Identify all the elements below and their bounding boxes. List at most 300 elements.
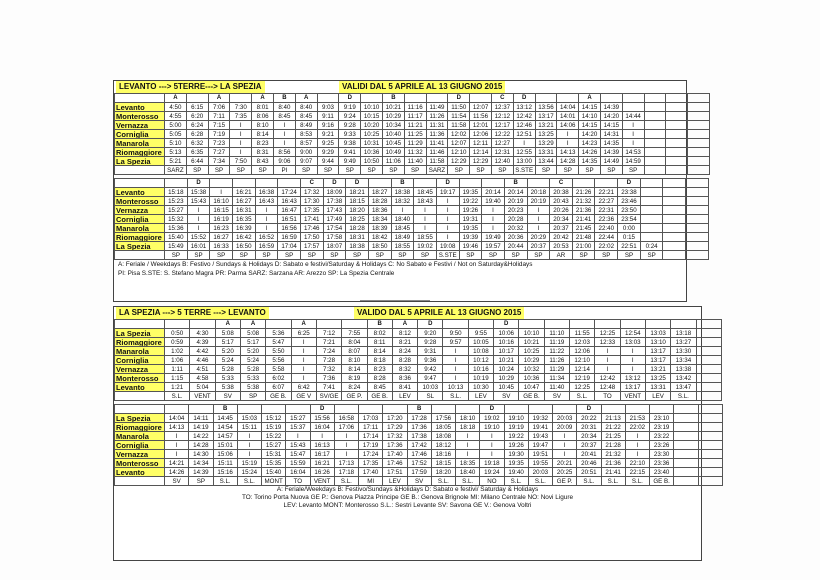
departure-time: 18:20: [346, 206, 369, 215]
destination-code: SP: [278, 251, 301, 260]
departure-time: 12:14: [470, 148, 492, 157]
destination-code: S.L.: [504, 477, 528, 486]
departure-time: 14:54: [213, 423, 237, 432]
departure-time: 20:37: [527, 242, 550, 251]
departure-time: 14:45: [213, 414, 237, 423]
station-row: [115, 356, 722, 365]
station-row: [115, 233, 709, 242]
day-note: [230, 94, 252, 103]
destination-code: SP: [470, 166, 492, 175]
timetable-block-afternoon: [114, 404, 723, 486]
departure-time: 10:45: [494, 383, 519, 392]
departure-time: I: [414, 215, 437, 224]
departure-time: 22:15: [625, 468, 649, 477]
departure-time: 14:01: [557, 112, 579, 121]
destination-code: SP: [448, 166, 470, 175]
departure-time: 17:58: [323, 233, 346, 242]
departure-time: I: [553, 450, 577, 459]
timetable-levanto-la-spezia: [113, 80, 687, 302]
departure-time: [666, 121, 688, 130]
departure-time: 12:10: [448, 148, 470, 157]
station-name: Corniglia: [115, 356, 165, 365]
departure-time: 7:28: [316, 356, 341, 365]
departure-time: 9:55: [468, 329, 493, 338]
departure-time: 16:47: [278, 206, 301, 215]
departure-time: 20:46: [577, 459, 601, 468]
corner-cell: [115, 405, 165, 414]
departure-time: 9:21: [317, 130, 339, 139]
departure-time: 10:13: [443, 383, 468, 392]
departure-time: 17:32: [383, 432, 407, 441]
day-note: [535, 94, 557, 103]
departure-time: 20:03: [528, 468, 552, 477]
day-note: [359, 405, 383, 414]
destination-code: LEV: [468, 392, 493, 401]
station-row: [115, 103, 710, 112]
departure-time: I: [625, 432, 649, 441]
destination-code: SP: [361, 166, 383, 175]
departure-time: 16:27: [210, 233, 233, 242]
departure-time: 11:21: [404, 121, 426, 130]
departure-time: 23:26: [650, 441, 674, 450]
departure-time: 12:19: [570, 374, 595, 383]
departure-time: [698, 468, 722, 477]
route-title: LA SPEZIA ---> 5 TERRE ---> LEVANTO: [116, 307, 269, 319]
departure-time: I: [230, 139, 252, 148]
legend-line: A: Feriale/Weekdays B: Festivo/Sundays &Holidays D: Sabato e festivi/ Saturday & Holidays: [276, 486, 539, 493]
departure-time: 20:36: [504, 233, 527, 242]
destination-code: SP: [232, 251, 255, 260]
departure-time: 23:19: [650, 423, 674, 432]
departure-time: 18:45: [391, 224, 414, 233]
destination-code: NO: [480, 477, 504, 486]
day-note: [557, 94, 579, 103]
departure-time: 16:52: [255, 233, 278, 242]
departure-time: 12:14: [570, 365, 595, 374]
departure-time: 10:15: [361, 112, 383, 121]
departure-time: 8:10: [252, 121, 274, 130]
departure-time: I: [436, 224, 459, 233]
departure-time: [674, 450, 698, 459]
destination-code: GE P.: [553, 477, 577, 486]
departure-time: 16:19: [210, 215, 233, 224]
departure-time: 7:41: [316, 383, 341, 392]
departure-time: 19:32: [528, 414, 552, 423]
departure-time: 16:04: [286, 468, 310, 477]
departure-time: 18:25: [346, 215, 369, 224]
departure-time: 12:37: [491, 103, 513, 112]
departure-time: 12:48: [595, 383, 620, 392]
departure-time: 10:29: [382, 112, 404, 121]
departure-time: 9:20: [418, 329, 443, 338]
departure-time: 14:39: [600, 103, 622, 112]
destination-code: S.L.: [165, 392, 190, 401]
departure-time: 8:24: [342, 383, 367, 392]
departure-time: 11:10: [544, 329, 569, 338]
destination-code: SP: [368, 251, 391, 260]
departure-time: 10:20: [361, 121, 383, 130]
departure-time: 1:21: [165, 383, 190, 392]
day-note: [553, 405, 577, 414]
departure-time: [688, 130, 710, 139]
destination-code: SP: [208, 166, 230, 175]
timetable-block-morning: [114, 93, 710, 175]
day-note: C: [491, 94, 513, 103]
departure-time: I: [622, 139, 644, 148]
corner-cell: [115, 94, 165, 103]
departure-time: 7:30: [230, 103, 252, 112]
departure-time: 14:28: [189, 441, 213, 450]
departure-time: 8:24: [392, 347, 417, 356]
departure-time: [674, 459, 698, 468]
destination-code: TO: [595, 392, 620, 401]
departure-time: 20:41: [577, 450, 601, 459]
departure-time: I: [480, 441, 504, 450]
departure-time: 21:53: [625, 414, 649, 423]
departure-time: 20:51: [577, 468, 601, 477]
departure-time: 17:32: [300, 188, 323, 197]
departure-time: 8:10: [342, 356, 367, 365]
departure-time: 14:53: [622, 148, 644, 157]
departure-time: 6:28: [186, 130, 208, 139]
departure-time: 14:49: [600, 157, 622, 166]
departure-time: 1:11: [165, 365, 190, 374]
departure-time: 11:34: [544, 374, 569, 383]
departure-time: 6:15: [186, 103, 208, 112]
departure-time: [696, 365, 721, 374]
destination-code: SP: [255, 251, 278, 260]
departure-time: 14:28: [557, 157, 579, 166]
day-note: B: [391, 179, 414, 188]
station-row: [115, 423, 723, 432]
day-note: [698, 405, 722, 414]
departure-time: 9:06: [273, 157, 295, 166]
destination-code: SP: [527, 251, 550, 260]
day-note: C: [550, 179, 573, 188]
departure-time: 6:44: [186, 157, 208, 166]
departure-time: 13:47: [671, 383, 696, 392]
departure-time: 8:31: [252, 148, 274, 157]
departure-time: [666, 139, 688, 148]
departure-time: 19:17: [436, 188, 459, 197]
departure-time: 17:57: [300, 242, 323, 251]
departure-time: 18:18: [456, 423, 480, 432]
departure-time: I: [187, 215, 210, 224]
destination-code: SP: [622, 166, 644, 175]
departure-time: 14:30: [189, 450, 213, 459]
departure-time: 17:59: [407, 468, 431, 477]
departure-time: 15:36: [165, 224, 188, 233]
destination-code: PI: [273, 166, 295, 175]
departure-time: 13:38: [671, 365, 696, 374]
departure-time: I: [273, 121, 295, 130]
departure-time: 17:11: [359, 423, 383, 432]
departure-time: 23:10: [650, 414, 674, 423]
departure-time: I: [230, 148, 252, 157]
departure-time: 8:21: [392, 338, 417, 347]
station-row: [115, 112, 710, 121]
departure-time: 15:12: [262, 414, 286, 423]
departure-time: I: [255, 206, 278, 215]
destination-code: S.L.: [213, 477, 237, 486]
departure-time: 17:36: [407, 423, 431, 432]
departure-time: 10:06: [494, 329, 519, 338]
departure-time: 12:29: [470, 157, 492, 166]
departure-time: 15:40: [165, 233, 188, 242]
departure-time: 23:46: [618, 197, 641, 206]
departure-time: 12:12: [491, 112, 513, 121]
departure-time: I: [553, 441, 577, 450]
departure-time: 21:22: [601, 423, 625, 432]
day-note: D: [418, 320, 443, 329]
departure-time: 20:03: [553, 414, 577, 423]
departure-time: [686, 224, 709, 233]
departure-time: 19:02: [480, 414, 504, 423]
destination-code: SP: [210, 251, 233, 260]
departure-time: 7:12: [316, 329, 341, 338]
departure-time: 20:14: [482, 188, 505, 197]
departure-time: 9:57: [443, 338, 468, 347]
day-note: [645, 320, 670, 329]
departure-time: 11:49: [426, 103, 448, 112]
departure-time: 4:55: [165, 112, 187, 121]
destination-code: VENT: [190, 392, 215, 401]
departure-time: 10:36: [361, 148, 383, 157]
destination-code: SV: [407, 477, 431, 486]
destination-code: GE B.: [519, 392, 544, 401]
destination-code: SP: [572, 251, 595, 260]
day-note: [165, 320, 190, 329]
departure-time: [696, 356, 721, 365]
departure-time: [663, 197, 686, 206]
departure-time: 18:55: [414, 233, 437, 242]
departure-time: 15:40: [262, 468, 286, 477]
destination-code: SP: [323, 251, 346, 260]
day-note: [519, 320, 544, 329]
departure-time: 12:03: [570, 338, 595, 347]
destination-code: VENT: [310, 477, 334, 486]
departure-time: I: [443, 374, 468, 383]
departure-time: 16:01: [187, 242, 210, 251]
departure-time: 11:32: [404, 148, 426, 157]
departure-time: 15:38: [187, 188, 210, 197]
departure-time: 20:53: [550, 242, 573, 251]
day-note: [674, 405, 698, 414]
departure-time: 13:27: [671, 338, 696, 347]
departure-time: 12:17: [491, 121, 513, 130]
departure-time: I: [436, 206, 459, 215]
destination-code: [666, 166, 688, 175]
departure-time: 7:19: [208, 130, 230, 139]
station-name: Levanto: [115, 468, 165, 477]
destination-code: SP: [618, 251, 641, 260]
departure-time: [663, 188, 686, 197]
departure-time: 14:57: [213, 432, 237, 441]
departure-time: 8:40: [273, 103, 295, 112]
departure-time: [698, 432, 722, 441]
day-note: [688, 94, 710, 103]
departure-time: 15:24: [237, 468, 261, 477]
departure-time: 11:56: [470, 112, 492, 121]
departure-time: 14:04: [557, 103, 579, 112]
destination-code: MI: [359, 477, 383, 486]
departure-time: I: [625, 441, 649, 450]
departure-time: [666, 103, 688, 112]
departure-time: [644, 139, 666, 148]
departure-time: 6:42: [291, 383, 316, 392]
departure-time: 10:10: [519, 329, 544, 338]
departure-time: 8:23: [252, 139, 274, 148]
departure-time: [674, 432, 698, 441]
departure-time: 1:06: [165, 356, 190, 365]
departure-time: I: [237, 441, 261, 450]
departure-time: 8:45: [367, 383, 392, 392]
departure-time: I: [456, 450, 480, 459]
departure-time: 17:49: [323, 215, 346, 224]
departure-time: 17:06: [334, 423, 358, 432]
departure-time: 9:28: [418, 338, 443, 347]
departure-time: 19:26: [459, 206, 482, 215]
day-note: [456, 405, 480, 414]
destination-code: S.L.: [570, 392, 595, 401]
departure-time: 14:19: [189, 423, 213, 432]
day-note: B: [367, 320, 392, 329]
departure-time: 9:36: [418, 356, 443, 365]
departure-time: I: [291, 365, 316, 374]
departure-time: 21:13: [601, 414, 625, 423]
departure-time: 10:40: [382, 130, 404, 139]
corner-cell: [115, 251, 165, 260]
station-row: [115, 374, 722, 383]
departure-time: 15:31: [262, 450, 286, 459]
departure-time: 6:07: [266, 383, 291, 392]
departure-time: 8:02: [367, 329, 392, 338]
departure-time: [640, 224, 663, 233]
corner-cell: [115, 166, 165, 175]
station-row: [115, 450, 723, 459]
destination-code: [686, 251, 709, 260]
departure-time: 14:20: [600, 112, 622, 121]
departure-time: 17:56: [431, 414, 455, 423]
departure-time: [674, 468, 698, 477]
departure-time: [640, 233, 663, 242]
destination-code: GE P.: [342, 392, 367, 401]
timetable-header: [114, 81, 686, 93]
departure-time: I: [595, 356, 620, 365]
departure-time: 11:41: [426, 139, 448, 148]
departure-time: I: [443, 356, 468, 365]
departure-time: I: [334, 432, 358, 441]
day-note: [528, 405, 552, 414]
station-row: [115, 383, 722, 392]
departure-time: 5:20: [215, 347, 240, 356]
departure-time: 13:17: [620, 383, 645, 392]
departure-time: I: [165, 450, 189, 459]
note-row: [115, 94, 710, 103]
departure-time: [698, 414, 722, 423]
departure-time: I: [513, 139, 535, 148]
departure-time: 16:26: [310, 468, 334, 477]
day-note: A: [240, 320, 265, 329]
departure-time: 15:49: [165, 242, 188, 251]
departure-time: 14:15: [600, 121, 622, 130]
departure-time: 22:40: [595, 224, 618, 233]
departure-time: 15:18: [165, 188, 188, 197]
departure-time: 8:14: [342, 365, 367, 374]
departure-time: 17:54: [323, 224, 346, 233]
departure-time: I: [436, 233, 459, 242]
departure-time: 13:25: [535, 130, 557, 139]
departure-time: 10:16: [468, 365, 493, 374]
departure-time: 17:30: [300, 197, 323, 206]
departure-time: [698, 450, 722, 459]
departure-time: 9:00: [295, 148, 317, 157]
departure-time: 17:29: [383, 423, 407, 432]
departure-time: 15:23: [165, 197, 188, 206]
departure-time: 19:35: [504, 459, 528, 468]
departure-time: 7:34: [208, 157, 230, 166]
day-note: [266, 320, 291, 329]
departure-time: 5:28: [240, 365, 265, 374]
departure-time: 0:00: [618, 224, 641, 233]
departure-time: 7:36: [316, 374, 341, 383]
departure-time: 20:19: [527, 197, 550, 206]
departure-time: 11:19: [544, 338, 569, 347]
day-note: B: [504, 179, 527, 188]
departure-time: I: [414, 206, 437, 215]
day-note: B: [213, 405, 237, 414]
departure-time: 1:02: [165, 347, 190, 356]
departure-time: 8:56: [273, 148, 295, 157]
day-note: [572, 179, 595, 188]
departure-time: 20:09: [553, 423, 577, 432]
departure-time: [686, 188, 709, 197]
departure-time: 16:21: [232, 188, 255, 197]
destination-row: [115, 251, 709, 260]
station-row: [115, 459, 723, 468]
departure-time: 22:02: [625, 423, 649, 432]
departure-time: 9:11: [317, 112, 339, 121]
departure-time: [698, 423, 722, 432]
departure-time: 12:29: [448, 157, 470, 166]
station-row: [115, 224, 709, 233]
destination-code: LEV: [392, 392, 417, 401]
departure-time: 19:26: [504, 441, 528, 450]
note-row: [115, 405, 723, 414]
departure-time: 17:40: [383, 450, 407, 459]
station-name: Vernazza: [115, 206, 165, 215]
departure-time: 13:42: [671, 374, 696, 383]
station-name: La Spezia: [115, 242, 165, 251]
departure-time: 7:24: [316, 347, 341, 356]
day-note: [334, 405, 358, 414]
departure-time: 9:47: [418, 374, 443, 383]
departure-time: [622, 103, 644, 112]
departure-time: 8:01: [252, 103, 274, 112]
departure-time: 11:25: [404, 130, 426, 139]
departure-time: 9:03: [317, 103, 339, 112]
timetable-block-afternoon: [114, 178, 709, 260]
departure-time: 14:15: [579, 103, 601, 112]
destination-code: S.L.: [443, 392, 468, 401]
departure-time: 13:29: [535, 139, 557, 148]
corner-cell: [115, 392, 165, 401]
departure-time: 20:34: [577, 432, 601, 441]
departure-time: 16:38: [255, 188, 278, 197]
departure-time: 12:55: [513, 148, 535, 157]
day-note: [459, 179, 482, 188]
departure-time: I: [482, 206, 505, 215]
